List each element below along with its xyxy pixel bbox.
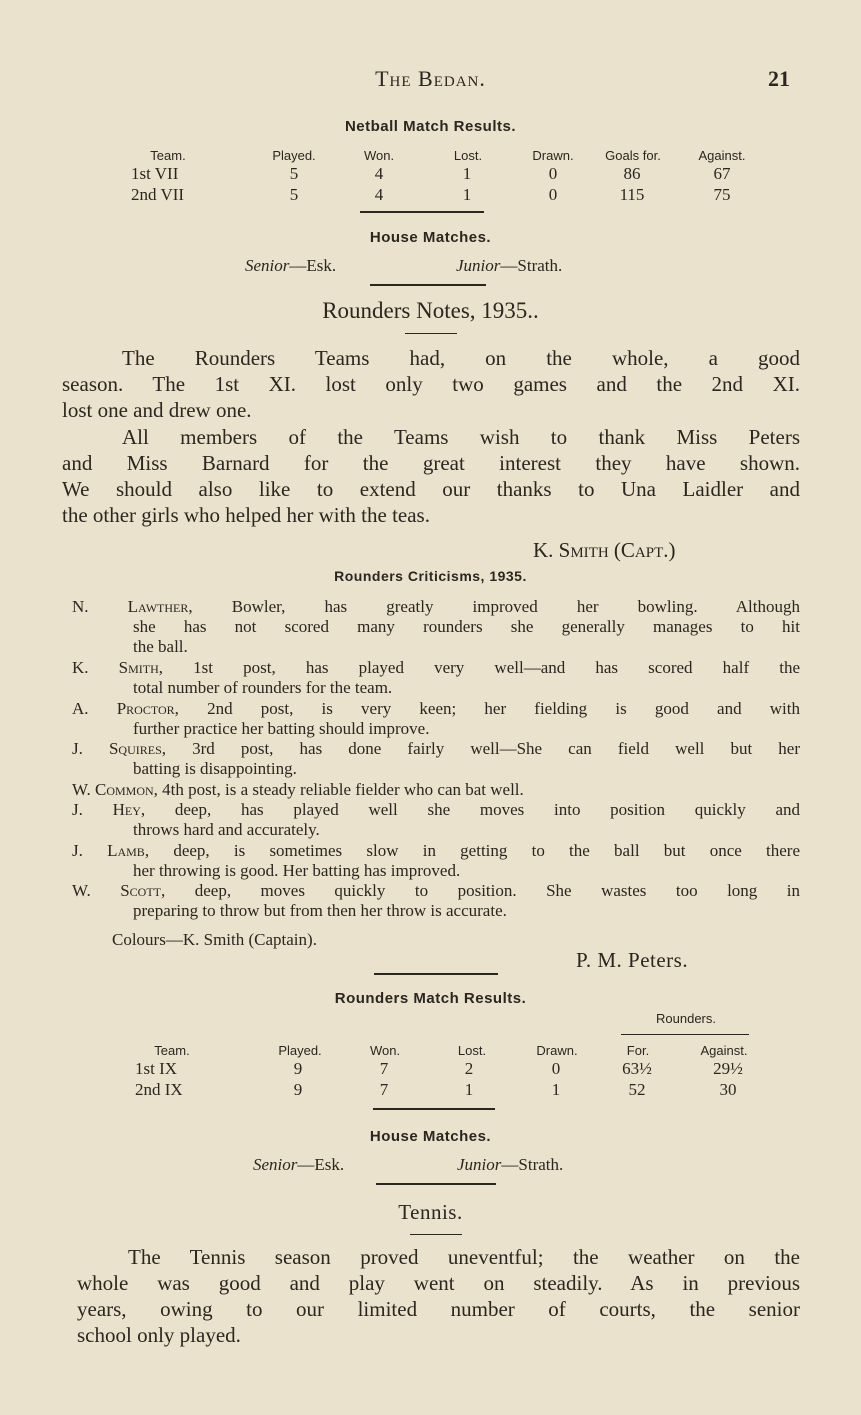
junior-label: Junior: [456, 256, 501, 275]
rounders-col-for: For.: [626, 1043, 650, 1058]
notes-line: season. The 1st XI. lost only two games and the 2nd XI.: [62, 372, 800, 396]
table-cell: 86: [623, 164, 641, 183]
netball-col-lost: Lost.: [453, 148, 483, 163]
rounders-group-label: Rounders.: [656, 1011, 716, 1026]
rounders-house-heading: House Matches.: [369, 1128, 492, 1145]
player-name: J. Squires,: [72, 739, 166, 758]
rounders-results-heading: Rounders Match Results.: [334, 990, 527, 1007]
table-cell: 63½: [622, 1059, 652, 1078]
criticism-text: deep, is sometimes slow in getting to the ball but once there: [173, 841, 801, 860]
junior-value: —Strath.: [501, 1155, 564, 1174]
criticism-text: preparing to throw but from then her throw is accurate.: [133, 901, 507, 920]
criticism-text: 2nd post, is very keen; her fielding is good and with: [207, 699, 800, 718]
notes-line: the other girls who helped her with the teas.: [62, 503, 430, 527]
colours-line: Colours—K. Smith (Captain).: [112, 930, 317, 949]
table-cell: 52: [628, 1080, 646, 1099]
rounders-col-played: Played.: [278, 1043, 322, 1058]
criticism-text: 3rd post, has done fairly well—She can field well but her: [192, 739, 800, 758]
table-cell: 1st VII: [131, 164, 179, 183]
player-name: J. Lamb,: [72, 841, 150, 860]
player-name: K. Smith,: [72, 658, 164, 677]
senior-value: —Esk.: [297, 1155, 345, 1174]
divider: [405, 333, 457, 334]
criticism-text: total number of rounders for the team.: [133, 678, 393, 697]
table-cell: 4: [374, 185, 384, 204]
rounders-col-team: Team.: [154, 1043, 190, 1058]
rounders-col-against: Against.: [700, 1043, 748, 1058]
criticism-text: 1st post, has played very well—and has scored half the: [193, 658, 800, 677]
rounders-col-won: Won.: [369, 1043, 401, 1058]
netball-col-against: Against.: [698, 148, 746, 163]
criticism-text: she has not scored many rounders she generally manages to hit: [133, 617, 800, 636]
rounders-notes-title: Rounders Notes, 1935..: [322, 298, 539, 323]
brace-line: [621, 1034, 749, 1035]
player-name: J. Hey,: [72, 800, 146, 819]
netball-col-won: Won.: [363, 148, 395, 163]
table-cell: 75: [713, 185, 731, 204]
table-cell: 9: [293, 1080, 303, 1099]
table-cell: 2: [464, 1059, 474, 1078]
netball-heading: Netball Match Results.: [344, 118, 517, 135]
criticism-text: Bowler, has greatly improved her bowling. Although: [231, 597, 800, 616]
notes-line: We should also like to extend our thanks to Una Laidler and: [62, 477, 800, 501]
tennis-line: The Tennis season proved uneventful; the weather on the: [128, 1245, 800, 1269]
table-cell: 30: [719, 1080, 737, 1099]
criticism-text: throws hard and accurately.: [133, 820, 320, 839]
table-cell: 1: [462, 164, 472, 183]
criticism-text: further practice her batting should improve.: [133, 719, 430, 738]
table-cell: 115: [619, 185, 645, 204]
criticism-text: the ball.: [133, 637, 188, 656]
table-cell: 0: [548, 185, 558, 204]
table-cell: 4: [374, 164, 384, 183]
criticism-text: batting is disappointing.: [133, 759, 297, 778]
criticism-text: her throwing is good. Her batting has improved.: [133, 861, 461, 880]
player-name: W. Common,: [72, 780, 158, 799]
divider: [374, 973, 498, 975]
running-title: The Bedan.: [375, 66, 486, 91]
tennis-line: years, owing to our limited number of courts, the senior: [77, 1297, 800, 1321]
table-cell: 7: [379, 1059, 389, 1078]
table-cell: 7: [379, 1080, 389, 1099]
criticisms-signature: P. M. Peters.: [576, 948, 689, 972]
table-cell: 29½: [713, 1059, 743, 1078]
table-cell: 1: [551, 1080, 561, 1099]
rounders-col-drawn: Drawn.: [536, 1043, 578, 1058]
rounders-col-lost: Lost.: [457, 1043, 487, 1058]
divider: [376, 1183, 496, 1185]
senior-value: —Esk.: [289, 256, 337, 275]
rounders-house-senior: [253, 1155, 344, 1175]
rounders-house-junior: [457, 1155, 563, 1175]
table-cell: 0: [548, 164, 558, 183]
senior-label: Senior: [245, 256, 290, 275]
tennis-title: Tennis.: [398, 1200, 463, 1224]
junior-value: —Strath.: [500, 256, 563, 275]
player-name: A. Proctor,: [72, 699, 179, 718]
netball-house-senior: [245, 256, 336, 276]
netball-col-drawn: Drawn.: [532, 148, 574, 163]
player-name: W. Scott,: [72, 881, 166, 900]
table-cell: 9: [293, 1059, 303, 1078]
table-cell: 0: [551, 1059, 561, 1078]
table-cell: 1: [464, 1080, 474, 1099]
divider: [370, 284, 486, 286]
table-cell: 67: [713, 164, 731, 183]
criticism-text: 4th post, is a steady reliable fielder who can bat well.: [162, 780, 524, 799]
netball-col-played: Played.: [272, 148, 316, 163]
netball-col-goals-for: Goals for.: [605, 148, 661, 163]
tennis-line: whole was good and play went on steadily. As in previous: [77, 1271, 800, 1295]
table-cell: 1: [462, 185, 472, 204]
divider: [360, 211, 484, 213]
notes-line: lost one and drew one.: [62, 398, 252, 422]
junior-label: Junior: [457, 1155, 502, 1174]
divider: [373, 1108, 495, 1110]
table-cell: 2nd VII: [131, 185, 185, 204]
criticism-text: deep, has played well she moves into position quickly and: [174, 800, 801, 819]
netball-house-heading: House Matches.: [369, 229, 492, 246]
tennis-line: school only played.: [77, 1323, 241, 1347]
senior-label: Senior: [253, 1155, 298, 1174]
player-name: N. Lawther,: [72, 597, 193, 616]
page-number: 21: [768, 66, 790, 91]
netball-col-team: Team.: [150, 148, 186, 163]
notes-line: and Miss Barnard for the great interest they have shown.: [62, 451, 800, 475]
table-cell: 5: [289, 185, 299, 204]
table-cell: 2nd IX: [135, 1080, 183, 1099]
notes-line: All members of the Teams wish to thank Miss Peters: [122, 425, 800, 449]
table-cell: 1st IX: [135, 1059, 178, 1078]
criticisms-heading: Rounders Criticisms, 1935.: [334, 568, 527, 584]
table-cell: 5: [289, 164, 299, 183]
notes-line: The Rounders Teams had, on the whole, a good: [122, 346, 800, 370]
divider: [410, 1234, 462, 1235]
criticism-text: deep, moves quickly to position. She wastes too long in: [194, 881, 800, 900]
notes-signature: K. Smith (Capt.): [533, 538, 676, 562]
netball-house-junior: [456, 256, 562, 276]
